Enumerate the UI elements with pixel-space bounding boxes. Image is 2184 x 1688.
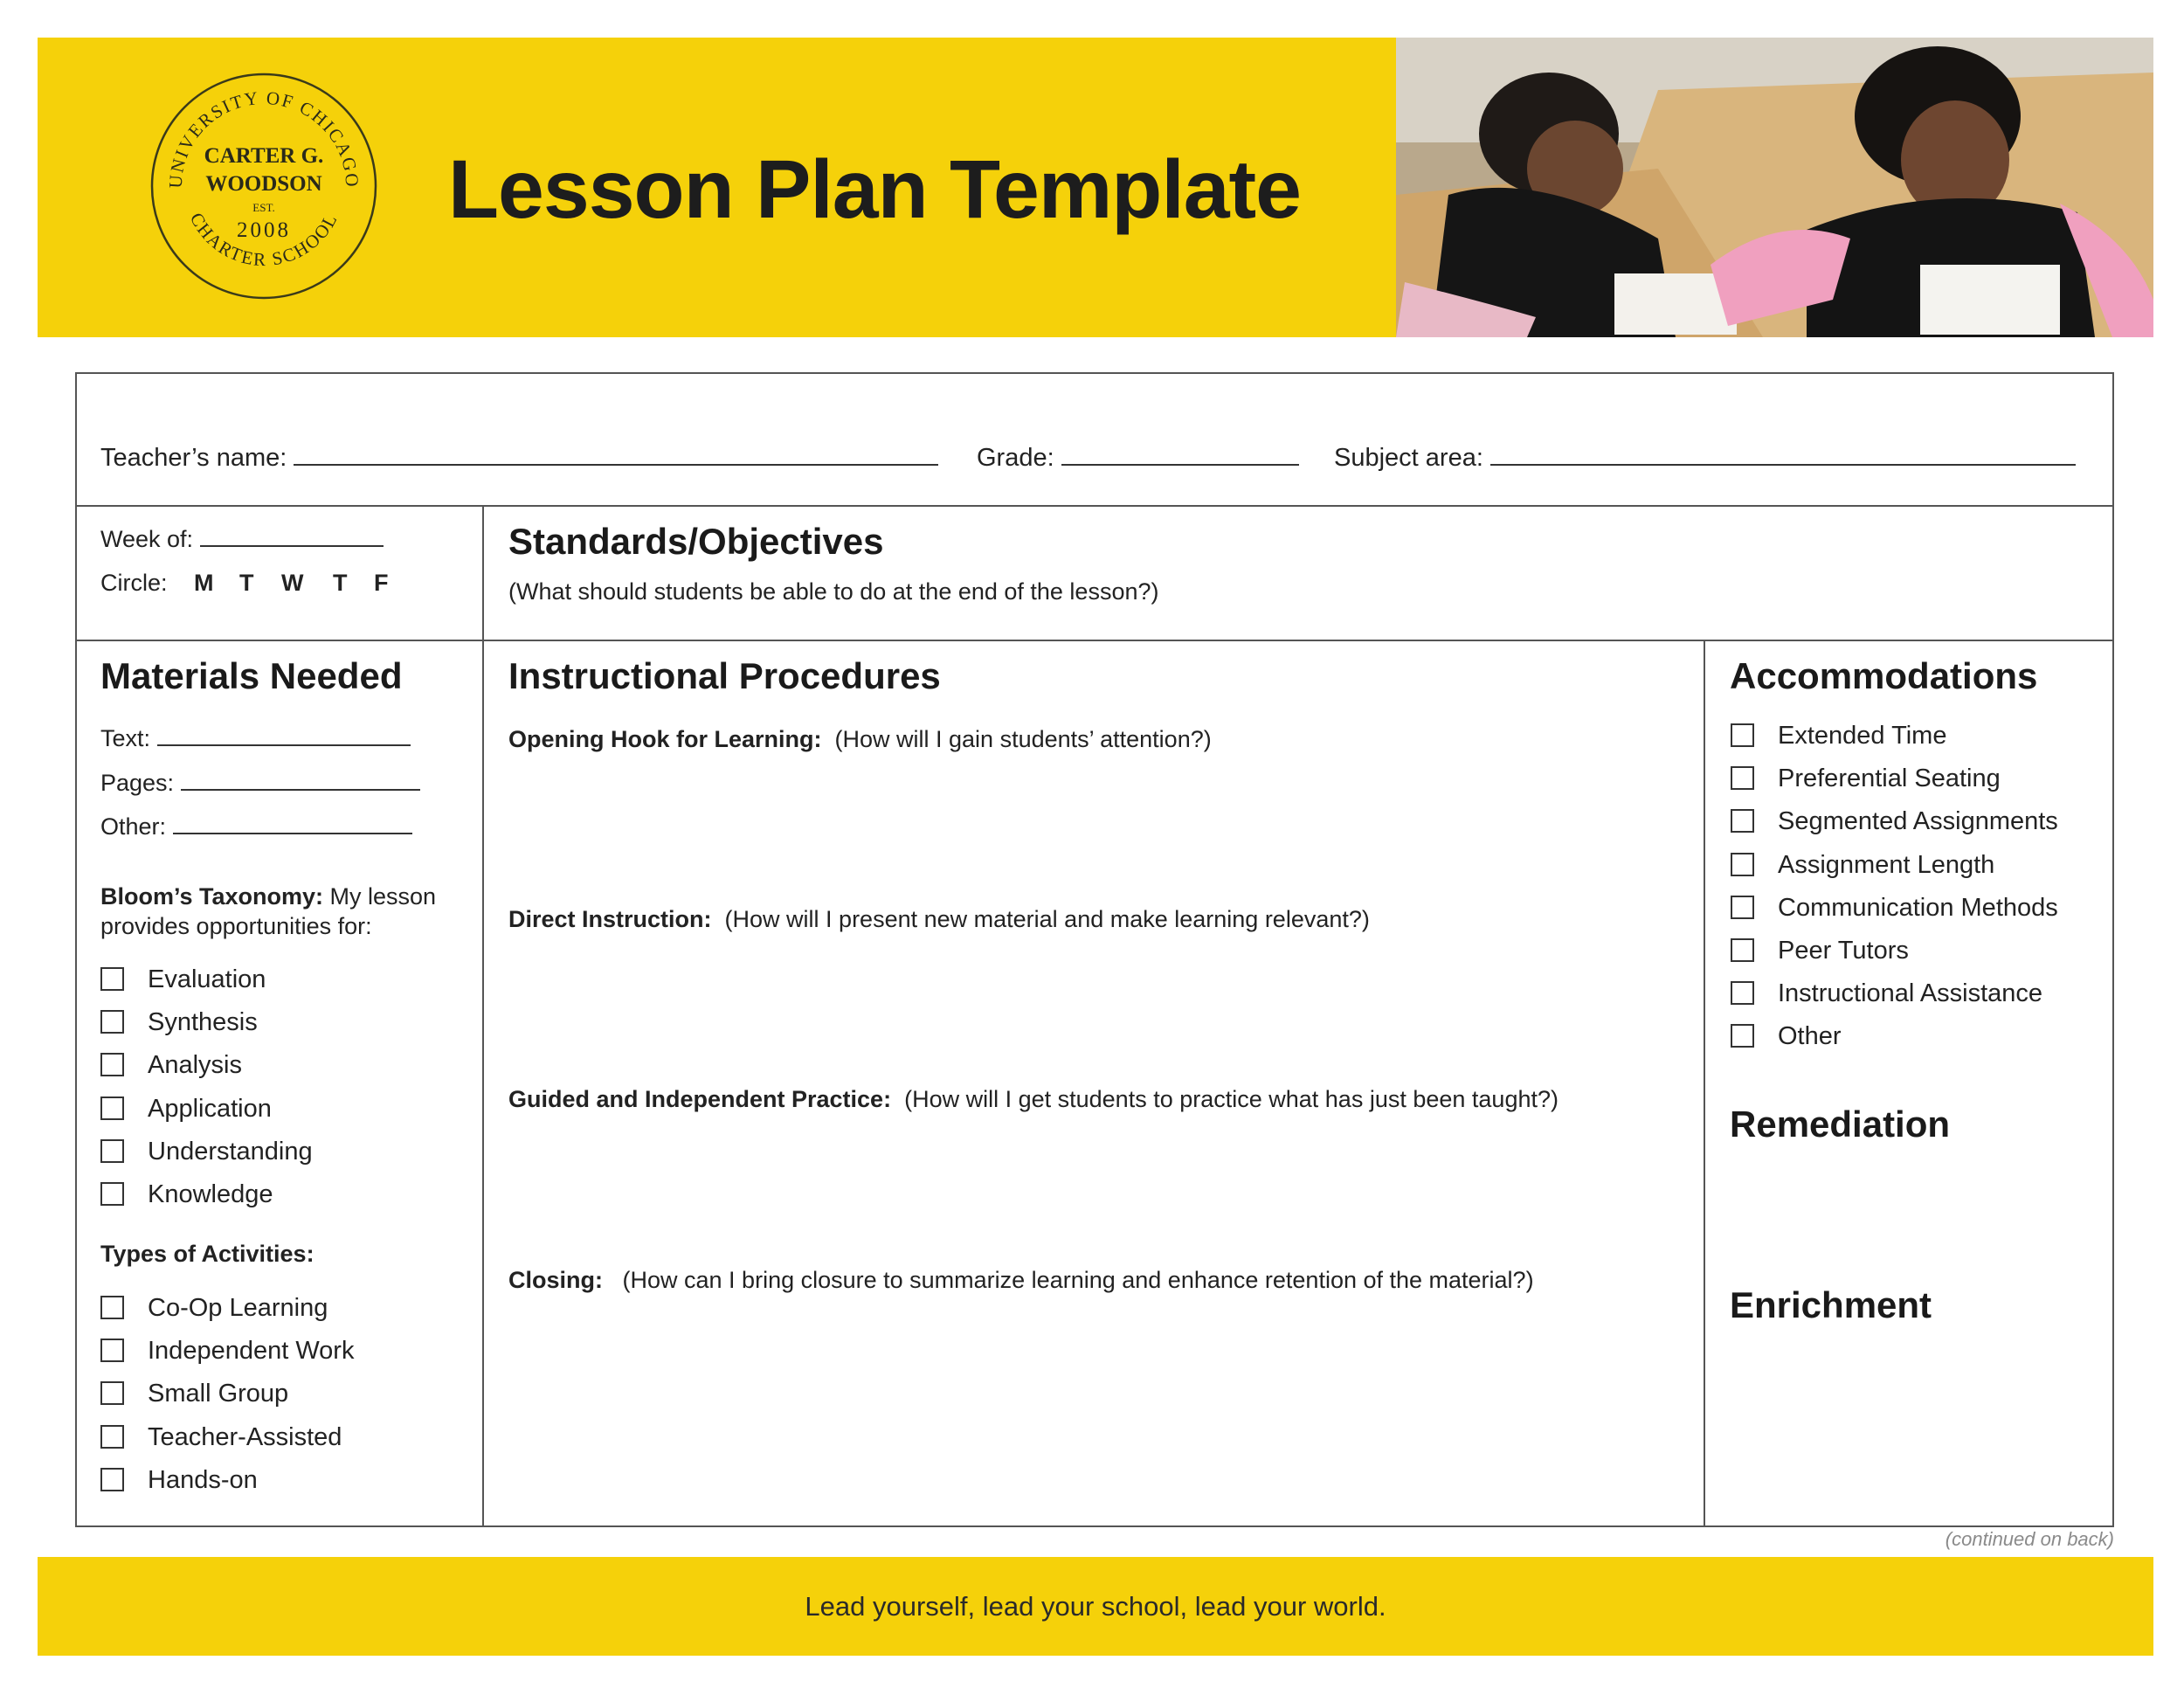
- opening-hook-prompt: (How will I gain students’ attention?): [834, 726, 1212, 752]
- materials-other-field[interactable]: [100, 813, 412, 841]
- materials-text-blank[interactable]: [157, 744, 411, 746]
- day-thursday[interactable]: T: [333, 570, 348, 596]
- teacher-name-field[interactable]: [100, 444, 938, 473]
- accommodation-label: Assignment Length: [1778, 850, 1995, 879]
- svg-text:CARTER G.: CARTER G.: [204, 144, 324, 168]
- svg-text:WOODSON: WOODSON: [205, 172, 322, 196]
- opening-hook-label: Opening Hook for Learning:: [508, 726, 822, 752]
- continued-note: (continued on back): [1945, 1528, 2114, 1550]
- form-border-top: [75, 372, 2114, 374]
- materials-pages-label: Pages:: [100, 770, 175, 796]
- week-of-blank[interactable]: [200, 544, 384, 547]
- accommodation-label: Peer Tutors: [1778, 937, 1909, 965]
- checkbox-icon[interactable]: [1731, 766, 1754, 790]
- grade-blank[interactable]: [1061, 463, 1299, 466]
- accommodations-heading: Accommodations: [1730, 655, 2038, 696]
- week-of-field[interactable]: [100, 526, 384, 553]
- activity-label: Independent Work: [148, 1337, 355, 1366]
- checkbox-icon[interactable]: [1731, 809, 1754, 833]
- activities-heading: Types of Activities:: [100, 1241, 314, 1267]
- enrichment-heading: Enrichment: [1730, 1284, 1932, 1325]
- materials-other-label: Other:: [100, 813, 167, 840]
- footer-banner: [38, 1557, 2153, 1656]
- activity-label: Hands-on: [148, 1465, 258, 1494]
- svg-text:CHARTER SCHOOL: CHARTER SCHOOL: [185, 209, 342, 271]
- checkbox-icon[interactable]: [1731, 1024, 1754, 1048]
- teacher-name-label: Teacher’s name:: [100, 444, 287, 472]
- direct-instruction-prompt: (How will I present new material and make learning relevant?): [724, 906, 1370, 932]
- standards-prompt: (What should students be able to do at the end of the lesson?): [508, 578, 1159, 605]
- materials-pages-field[interactable]: [100, 770, 420, 797]
- checkbox-icon[interactable]: [100, 1468, 124, 1491]
- activity-label: Teacher-Assisted: [148, 1422, 342, 1451]
- form-border-bottom: [75, 1525, 2114, 1527]
- blooms-label: Analysis: [148, 1051, 242, 1080]
- day-wednesday[interactable]: W: [281, 570, 304, 596]
- checkbox-icon[interactable]: [1731, 981, 1754, 1005]
- header-banner: [38, 38, 2153, 337]
- procedure-direct-instruction[interactable]: [508, 906, 1370, 933]
- grade-field[interactable]: [977, 444, 1299, 473]
- svg-text:EST.: EST.: [252, 201, 275, 214]
- footer-tagline: Lead yourself, lead your school, lead your world.: [805, 1591, 1386, 1622]
- blooms-label: Understanding: [148, 1137, 313, 1166]
- grade-label: Grade:: [977, 444, 1054, 472]
- checkbox-icon[interactable]: [1731, 853, 1754, 876]
- row-divider-2: [75, 640, 2114, 641]
- school-seal-logo: [149, 71, 380, 302]
- materials-pages-blank[interactable]: [181, 788, 420, 791]
- checkbox-icon[interactable]: [100, 1182, 124, 1206]
- guided-practice-prompt: (How will I get students to practice what has just been taught?): [904, 1086, 1559, 1112]
- form-border-right: [2112, 372, 2114, 1527]
- checkbox-icon[interactable]: [100, 1339, 124, 1362]
- checkbox-icon[interactable]: [100, 1139, 124, 1163]
- checkbox-icon[interactable]: [100, 1296, 124, 1319]
- row-divider-1: [75, 505, 2114, 507]
- accommodation-label: Segmented Assignments: [1778, 807, 2058, 836]
- checkbox-icon[interactable]: [100, 1097, 124, 1120]
- accommodation-label: Other: [1778, 1022, 1842, 1051]
- page-title: Lesson Plan Template: [448, 143, 1302, 236]
- blooms-label: Application: [148, 1094, 272, 1123]
- checkbox-icon[interactable]: [1731, 896, 1754, 919]
- day-monday[interactable]: M: [194, 570, 214, 596]
- procedure-guided-practice[interactable]: [508, 1086, 1559, 1113]
- students-photo: [1396, 38, 2153, 337]
- day-friday[interactable]: F: [374, 570, 389, 596]
- week-of-label: Week of:: [100, 526, 194, 552]
- procedure-opening-hook[interactable]: [508, 726, 1212, 753]
- accommodation-label: Communication Methods: [1778, 893, 2058, 922]
- checkbox-icon[interactable]: [100, 1425, 124, 1449]
- accommodation-label: Instructional Assistance: [1778, 979, 2043, 1008]
- activity-label: Small Group: [148, 1380, 289, 1408]
- direct-instruction-label: Direct Instruction:: [508, 906, 712, 932]
- materials-heading: Materials Needed: [100, 655, 403, 696]
- accommodation-label: Extended Time: [1778, 722, 1947, 750]
- checkbox-icon[interactable]: [100, 1381, 124, 1405]
- accommodation-label: Preferential Seating: [1778, 764, 2001, 793]
- procedures-heading: Instructional Procedures: [508, 655, 941, 696]
- remediation-heading: Remediation: [1730, 1103, 1951, 1145]
- circle-days-label: Circle:: [100, 570, 168, 596]
- form-border-left: [75, 372, 77, 1527]
- closing-label: Closing:: [508, 1267, 603, 1293]
- svg-text:2008: 2008: [237, 218, 291, 242]
- blooms-label: Knowledge: [148, 1180, 273, 1208]
- procedure-closing[interactable]: [508, 1267, 1534, 1294]
- standards-heading: Standards/Objectives: [508, 521, 884, 562]
- subject-area-label: Subject area:: [1334, 444, 1483, 472]
- subject-area-blank[interactable]: [1490, 463, 2076, 466]
- materials-text-label: Text:: [100, 725, 151, 751]
- column-divider-left: [482, 505, 484, 1527]
- closing-prompt: (How can I bring closure to summarize learning and enhance retention of the material?): [622, 1267, 1534, 1293]
- checkbox-icon[interactable]: [100, 1010, 124, 1034]
- checkbox-icon[interactable]: [1731, 938, 1754, 962]
- blooms-intro-line1: [100, 883, 436, 910]
- materials-text-field[interactable]: [100, 725, 411, 752]
- materials-other-blank[interactable]: [173, 832, 412, 834]
- day-tuesday[interactable]: T: [239, 570, 254, 596]
- checkbox-icon[interactable]: [100, 1053, 124, 1076]
- subject-area-field[interactable]: [1334, 444, 2076, 473]
- column-divider-right: [1704, 640, 1705, 1527]
- checkbox-icon[interactable]: [1731, 723, 1754, 747]
- blooms-label: Synthesis: [148, 1008, 258, 1037]
- guided-practice-label: Guided and Independent Practice:: [508, 1086, 892, 1112]
- blooms-intro-text: My lesson: [323, 883, 437, 910]
- svg-text:UNIVERSITY OF CHICAGO: UNIVERSITY OF CHICAGO: [164, 86, 363, 190]
- blooms-taxonomy-label: Bloom’s Taxonomy:: [100, 883, 324, 910]
- blooms-label: Evaluation: [148, 965, 266, 993]
- blooms-intro-line2: provides opportunities for:: [100, 913, 372, 939]
- activity-label: Co-Op Learning: [148, 1294, 328, 1322]
- teacher-name-blank[interactable]: [294, 463, 938, 466]
- checkbox-icon[interactable]: [100, 967, 124, 991]
